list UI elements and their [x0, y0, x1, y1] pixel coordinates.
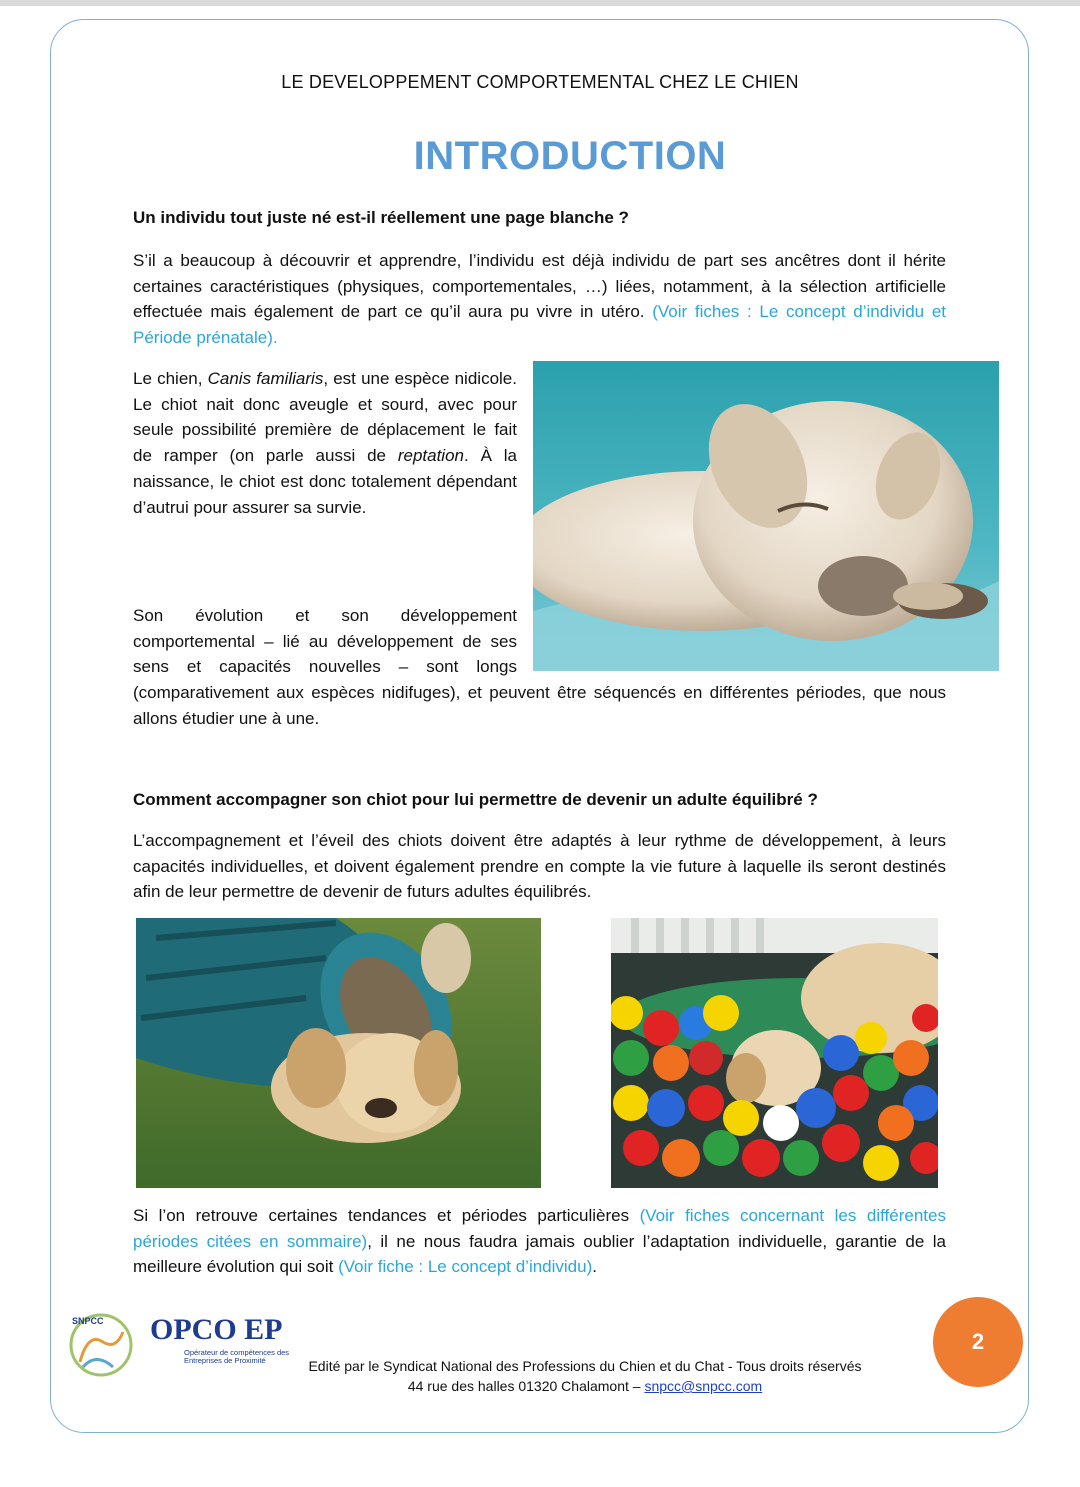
- footer: [250, 1356, 920, 1396]
- section2-paragraph1: L’accompagnement et l’éveil des chiots doivent être adaptés à leur rythme de développement, à leurs capacités individuelles, et doivent également prendre en compte la vie future à laquelle ils seront destinés afin de leur permettre de devenir de futurs adultes équilibrés.: [133, 831, 946, 902]
- opco-logo-subtitle: Opérateur de compétences des Entreprises de Proximité: [184, 1348, 290, 1365]
- footer-email-link[interactable]: snpcc@snpcc.com: [644, 1378, 763, 1394]
- snpcc-logo-text: SNPCC: [72, 1316, 104, 1326]
- snpcc-logo: [68, 1312, 134, 1378]
- opco-logo-name: OPCO EP: [150, 1313, 283, 1346]
- section1-paragraph1-text: S’il a beaucoup à découvrir et apprendre, l’individu est déjà individu de part ses ancêtres dont il hérite certaines caractéristiques (physiques, comportementales, …) liées, notamment, à la sélection artificielle effectuée mais également de part ce qu’il aura pu vivre in utéro.: [133, 251, 946, 322]
- puppy-ball-pit-photo: [611, 918, 938, 1188]
- page-title: INTRODUCTION: [413, 134, 727, 178]
- section1-paragraph1: [133, 248, 946, 351]
- page-number-badge: 2: [933, 1297, 1023, 1387]
- footer-address: 44 rue des halles 01320 Chalamont –: [407, 1378, 645, 1394]
- running-title: LE DEVELOPPEMENT COMPORTEMENTAL CHEZ LE CHIEN: [281, 72, 799, 92]
- reptation-term: reptation: [397, 446, 464, 466]
- section2-question: Comment accompagner son chiot pour lui permettre de devenir un adulte équilibré ?: [133, 790, 818, 809]
- puppy-tunnel-photo: [136, 918, 541, 1188]
- footer-address-line: [250, 1376, 920, 1396]
- section1-paragraph3-rest: (comparativement aux espèces nidifuges), et peuvent être séquencés en différentes périodes, que nous allons étudier une à une.: [133, 683, 946, 728]
- species-name: Canis familiaris: [207, 369, 324, 388]
- link-concept-individu[interactable]: (Voir fiche : Le concept d’individu): [338, 1257, 593, 1277]
- link-periodes-sommaire[interactable]: (Voir fiches concernant les différentes périodes citées en sommaire): [133, 1206, 946, 1251]
- footer-publisher: Edité par le Syndicat National des Professions du Chien et du Chat - Tous droits réservés: [308, 1358, 862, 1374]
- para2-text-b: , est une espèce nidicole. Le chiot nait donc aveugle et sourd, avec pour seule possibilité première de déplacement le fait de ramper (on parle aussi de: [133, 369, 517, 466]
- para-periodes-text-a: Si l’on retrouve certaines tendances et périodes particulières: [133, 1206, 640, 1225]
- section2-paragraph2: [133, 1203, 946, 1280]
- section1-question: Un individu tout juste né est-il réellement une page blanche ?: [133, 208, 629, 227]
- sleeping-puppy-photo: [533, 361, 999, 671]
- section1-paragraph3-top: Son évolution et son développement comportemental – lié au développement de ses sens et capacités nouvelles – sont longs: [133, 606, 517, 677]
- para2-text-c: . À la naissance, le chiot est donc totalement dépendant d’autrui pour assurer sa survie.: [133, 446, 517, 517]
- link-individu-prenatale[interactable]: (Voir fiches : Le concept d’individu et Période prénatale).: [133, 302, 946, 348]
- para-periodes-text-c: .: [592, 1257, 597, 1277]
- section1-paragraph2: [133, 366, 517, 520]
- para2-text-a: Le chien,: [133, 369, 208, 388]
- para-periodes-text-b: , il ne nous faudra jamais oublier l’adaptation individuelle, garantie de la meilleure évolution qui soit: [133, 1231, 946, 1277]
